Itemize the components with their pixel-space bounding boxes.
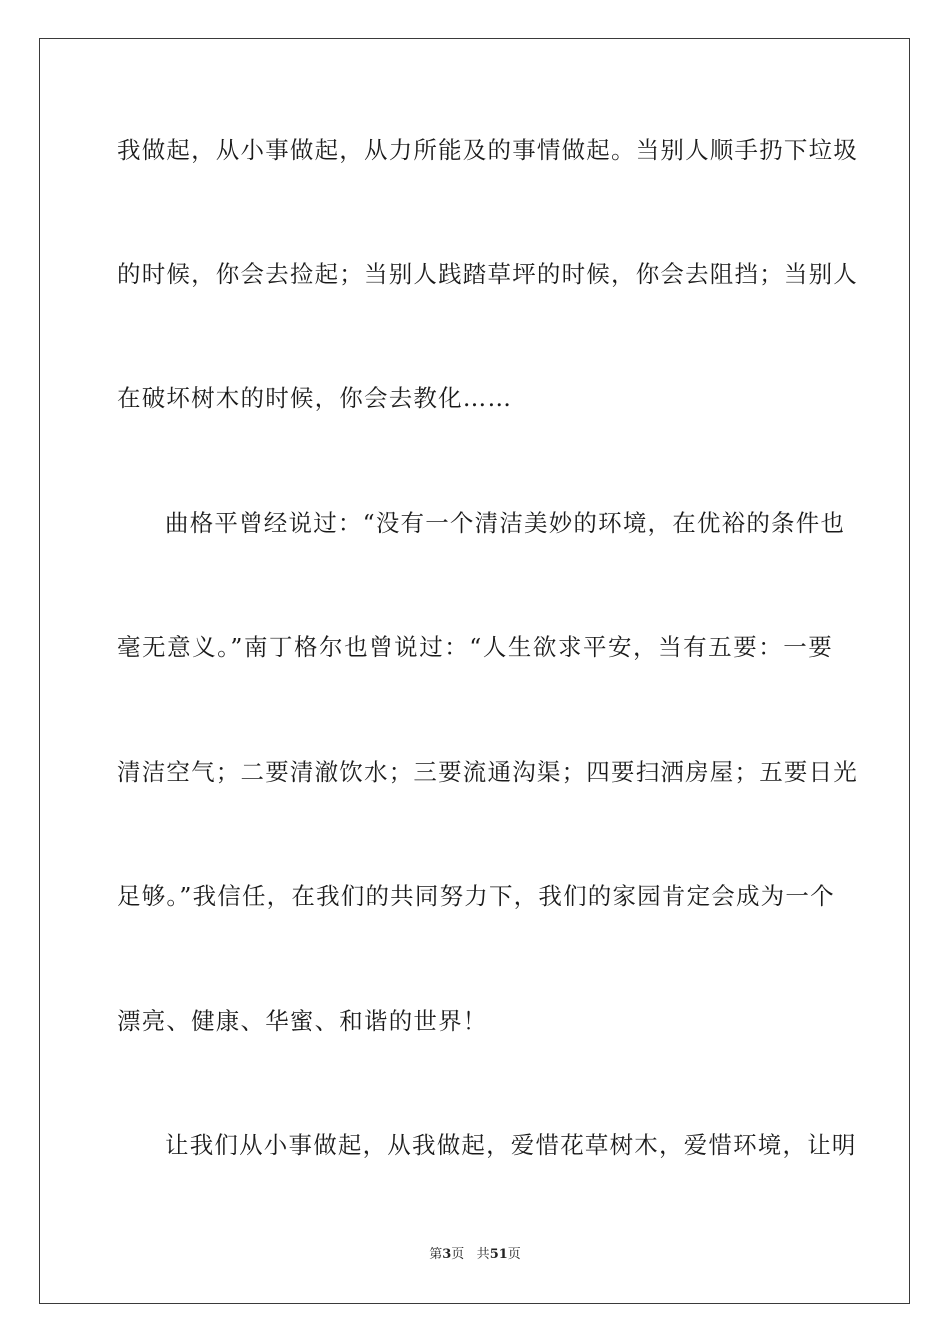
page-border bbox=[39, 38, 910, 1304]
body-line-1: 我做起，从小事做起，从力所能及的事情做起。当别人顺手扔下垃圾 bbox=[117, 136, 858, 164]
body-line-8: 漂亮、健康、华蜜、和谐的世界！ bbox=[117, 1007, 488, 1035]
body-line-5: 毫无意义。”南丁格尔也曾说过：“人生欲求平安，当有五要：一要 bbox=[117, 633, 833, 661]
body-line-3: 在破坏树木的时候，你会去教化…… bbox=[117, 384, 513, 412]
footer-page-prefix: 第 bbox=[429, 1247, 443, 1262]
footer-total-prefix: 共 bbox=[476, 1247, 490, 1262]
footer-page-current: 3 bbox=[442, 1247, 452, 1262]
body-line-7: 足够。”我信任，在我们的共同努力下，我们的家园肯定会成为一个 bbox=[117, 882, 835, 910]
footer-total-pages: 51 bbox=[489, 1247, 508, 1262]
page-footer bbox=[0, 1246, 950, 1264]
body-line-9: 让我们从小事做起，从我做起，爱惜花草树木，爱惜环境，让明 bbox=[165, 1131, 857, 1159]
footer-page-suffix: 页 bbox=[451, 1247, 465, 1262]
body-line-2: 的时候，你会去捡起；当别人践踏草坪的时候，你会去阻挡；当别人 bbox=[117, 260, 858, 288]
footer-total-suffix: 页 bbox=[507, 1247, 521, 1262]
body-line-6: 清洁空气；二要清澈饮水；三要流通沟渠；四要扫洒房屋；五要日光 bbox=[117, 758, 858, 786]
body-line-4: 曲格平曾经说过：“没有一个清洁美妙的环境，在优裕的条件也 bbox=[165, 509, 846, 537]
